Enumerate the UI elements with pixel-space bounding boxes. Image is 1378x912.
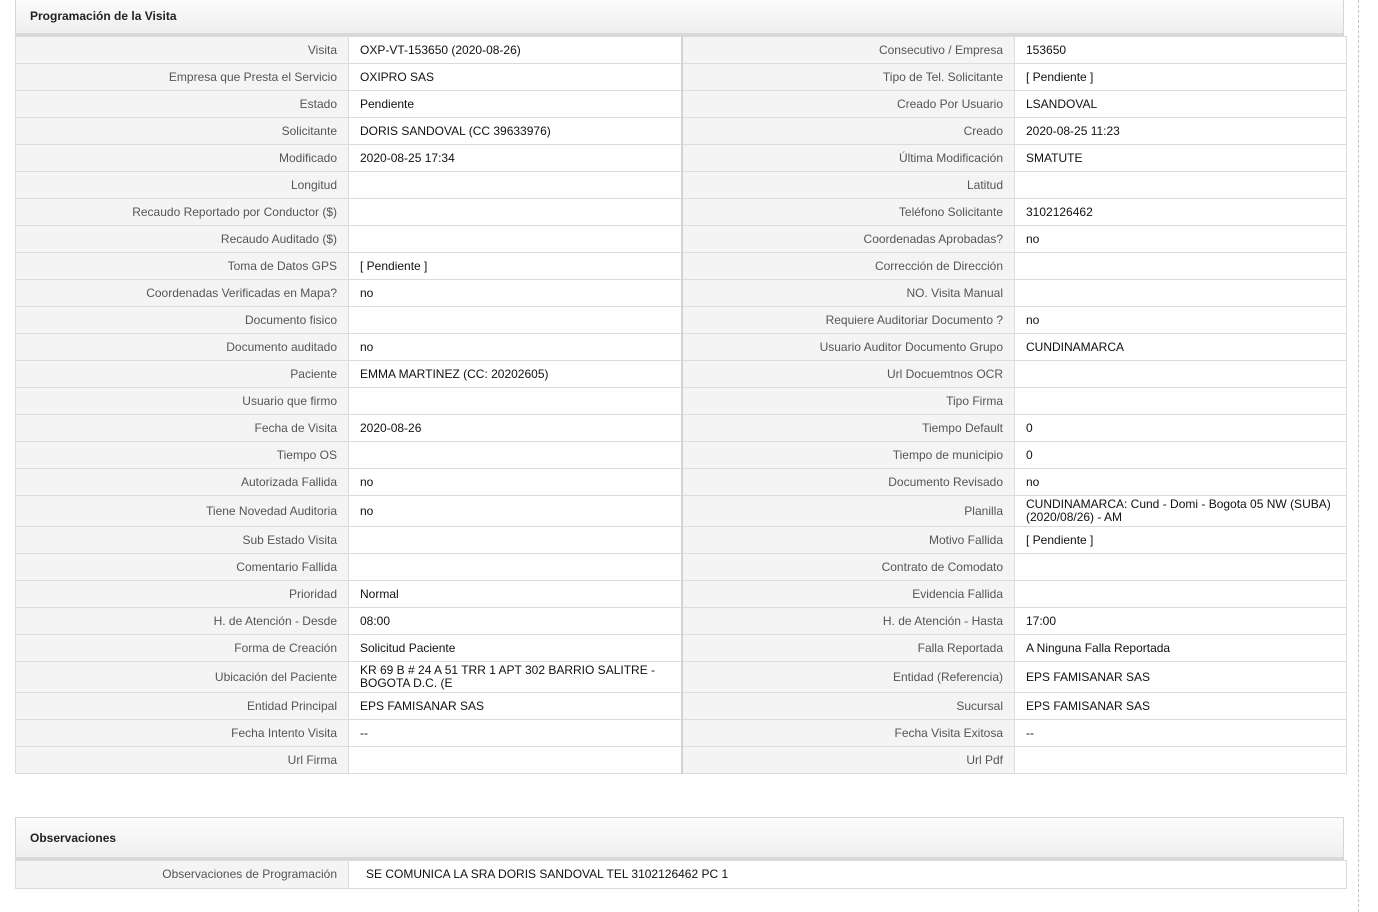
field-label: Url Firma bbox=[16, 747, 349, 774]
field-value bbox=[1015, 361, 1347, 388]
field-value bbox=[349, 199, 682, 226]
table-row bbox=[16, 554, 1347, 581]
table-row bbox=[16, 527, 1347, 554]
field-value: no bbox=[349, 496, 682, 527]
table-row bbox=[16, 861, 1347, 889]
field-value: DORIS SANDOVAL (CC 39633976) bbox=[349, 118, 682, 145]
field-value: A Ninguna Falla Reportada bbox=[1015, 635, 1347, 662]
field-label: Url Docuemtnos OCR bbox=[682, 361, 1015, 388]
field-value: 153650 bbox=[1015, 37, 1347, 64]
programacion-rows bbox=[16, 37, 1347, 774]
field-value: [ Pendiente ] bbox=[349, 253, 682, 280]
field-label: Fecha Intento Visita bbox=[16, 720, 349, 747]
field-value: 0 bbox=[1015, 442, 1347, 469]
field-label: Documento Revisado bbox=[682, 469, 1015, 496]
field-value: EMMA MARTINEZ (CC: 20202605) bbox=[349, 361, 682, 388]
observaciones-value: SE COMUNICA LA SRA DORIS SANDOVAL TEL 3102126462 PC 1 bbox=[349, 861, 1347, 889]
field-value bbox=[349, 307, 682, 334]
table-row bbox=[16, 253, 1347, 280]
table-row bbox=[16, 280, 1347, 307]
field-value bbox=[349, 172, 682, 199]
table-row bbox=[16, 334, 1347, 361]
field-value bbox=[349, 388, 682, 415]
field-label: Url Pdf bbox=[682, 747, 1015, 774]
field-label: Ubicación del Paciente bbox=[16, 662, 349, 693]
field-label: Latitud bbox=[682, 172, 1015, 199]
table-row bbox=[16, 720, 1347, 747]
table-row bbox=[16, 118, 1347, 145]
field-label: NO. Visita Manual bbox=[682, 280, 1015, 307]
table-row bbox=[16, 361, 1347, 388]
field-value: 2020-08-25 17:34 bbox=[349, 145, 682, 172]
field-label: Planilla bbox=[682, 496, 1015, 527]
field-value: OXP-VT-153650 (2020-08-26) bbox=[349, 37, 682, 64]
field-label: Sucursal bbox=[682, 693, 1015, 720]
field-value bbox=[1015, 172, 1347, 199]
field-value: [ Pendiente ] bbox=[1015, 527, 1347, 554]
field-value: Normal bbox=[349, 581, 682, 608]
field-value: no bbox=[349, 280, 682, 307]
field-label: Tipo Firma bbox=[682, 388, 1015, 415]
field-label: Paciente bbox=[16, 361, 349, 388]
field-label: Coordenadas Aprobadas? bbox=[682, 226, 1015, 253]
field-label: Documento fisico bbox=[16, 307, 349, 334]
field-value: 2020-08-25 11:23 bbox=[1015, 118, 1347, 145]
table-row bbox=[16, 635, 1347, 662]
field-label: Visita bbox=[16, 37, 349, 64]
field-label: Forma de Creación bbox=[16, 635, 349, 662]
field-label: Solicitante bbox=[16, 118, 349, 145]
table-row bbox=[16, 145, 1347, 172]
field-value: CUNDINAMARCA: Cund - Domi - Bogota 05 NW (SUBA) (2020/08/26) - AM bbox=[1015, 496, 1347, 527]
field-label: Coordenadas Verificadas en Mapa? bbox=[16, 280, 349, 307]
field-value bbox=[1015, 747, 1347, 774]
field-value bbox=[349, 442, 682, 469]
field-value bbox=[1015, 388, 1347, 415]
field-label: Toma de Datos GPS bbox=[16, 253, 349, 280]
field-value: no bbox=[1015, 469, 1347, 496]
field-label: Autorizada Fallida bbox=[16, 469, 349, 496]
field-value: EPS FAMISANAR SAS bbox=[1015, 662, 1347, 693]
field-label: Recaudo Reportado por Conductor ($) bbox=[16, 199, 349, 226]
field-label: Tiene Novedad Auditoria bbox=[16, 496, 349, 527]
table-row bbox=[16, 496, 1347, 527]
field-label: Creado Por Usuario bbox=[682, 91, 1015, 118]
table-row bbox=[16, 469, 1347, 496]
table-row bbox=[16, 226, 1347, 253]
field-label: Estado bbox=[16, 91, 349, 118]
field-label: Modificado bbox=[16, 145, 349, 172]
field-value: 0 bbox=[1015, 415, 1347, 442]
field-label: Prioridad bbox=[16, 581, 349, 608]
field-value bbox=[349, 747, 682, 774]
observaciones-table bbox=[15, 860, 1347, 889]
field-label: Teléfono Solicitante bbox=[682, 199, 1015, 226]
field-label: Entidad (Referencia) bbox=[682, 662, 1015, 693]
field-label: Sub Estado Visita bbox=[16, 527, 349, 554]
field-value: 17:00 bbox=[1015, 608, 1347, 635]
field-label: Usuario Auditor Documento Grupo bbox=[682, 334, 1015, 361]
field-label: Recaudo Auditado ($) bbox=[16, 226, 349, 253]
field-label: Consecutivo / Empresa bbox=[682, 37, 1015, 64]
programacion-title: Programación de la Visita bbox=[30, 9, 177, 23]
programacion-table bbox=[15, 36, 1347, 774]
field-label: Usuario que firmo bbox=[16, 388, 349, 415]
table-row bbox=[16, 388, 1347, 415]
table-row bbox=[16, 199, 1347, 226]
field-value: Solicitud Paciente bbox=[349, 635, 682, 662]
field-value: no bbox=[349, 469, 682, 496]
table-row bbox=[16, 415, 1347, 442]
field-label: Motivo Fallida bbox=[682, 527, 1015, 554]
observaciones-title: Observaciones bbox=[30, 830, 117, 845]
field-label: Documento auditado bbox=[16, 334, 349, 361]
field-value: EPS FAMISANAR SAS bbox=[349, 693, 682, 720]
table-row bbox=[16, 442, 1347, 469]
field-label: Fecha Visita Exitosa bbox=[682, 720, 1015, 747]
field-label: Falla Reportada bbox=[682, 635, 1015, 662]
table-row bbox=[16, 747, 1347, 774]
field-label: Tiempo de municipio bbox=[682, 442, 1015, 469]
field-label: Comentario Fallida bbox=[16, 554, 349, 581]
field-value bbox=[349, 554, 682, 581]
table-row bbox=[16, 91, 1347, 118]
field-value: 2020-08-26 bbox=[349, 415, 682, 442]
field-value: KR 69 B # 24 A 51 TRR 1 APT 302 BARRIO SALITRE - BOGOTA D.C. (E bbox=[349, 662, 682, 693]
field-value: EPS FAMISANAR SAS bbox=[1015, 693, 1347, 720]
field-label: Evidencia Fallida bbox=[682, 581, 1015, 608]
field-value bbox=[1015, 253, 1347, 280]
field-value: OXIPRO SAS bbox=[349, 64, 682, 91]
field-value: SMATUTE bbox=[1015, 145, 1347, 172]
field-value: LSANDOVAL bbox=[1015, 91, 1347, 118]
field-value bbox=[349, 527, 682, 554]
field-label: Entidad Principal bbox=[16, 693, 349, 720]
field-value: Pendiente bbox=[349, 91, 682, 118]
field-value bbox=[1015, 581, 1347, 608]
field-label: Empresa que Presta el Servicio bbox=[16, 64, 349, 91]
programacion-header bbox=[15, 0, 1344, 36]
observaciones-header bbox=[15, 817, 1344, 860]
field-label: Contrato de Comodato bbox=[682, 554, 1015, 581]
field-value: -- bbox=[349, 720, 682, 747]
table-row bbox=[16, 37, 1347, 64]
field-label: Fecha de Visita bbox=[16, 415, 349, 442]
field-value: 08:00 bbox=[349, 608, 682, 635]
page-divider bbox=[1358, 0, 1359, 912]
field-value: no bbox=[1015, 226, 1347, 253]
field-value: -- bbox=[1015, 720, 1347, 747]
field-label: H. de Atención - Hasta bbox=[682, 608, 1015, 635]
field-label: Tipo de Tel. Solicitante bbox=[682, 64, 1015, 91]
field-value bbox=[1015, 280, 1347, 307]
field-label: Tiempo Default bbox=[682, 415, 1015, 442]
field-label: Longitud bbox=[16, 172, 349, 199]
observaciones-label: Observaciones de Programación bbox=[16, 861, 349, 889]
field-label: Requiere Auditoriar Documento ? bbox=[682, 307, 1015, 334]
field-value bbox=[1015, 554, 1347, 581]
table-row bbox=[16, 172, 1347, 199]
field-value: no bbox=[1015, 307, 1347, 334]
field-label: H. de Atención - Desde bbox=[16, 608, 349, 635]
field-value: [ Pendiente ] bbox=[1015, 64, 1347, 91]
table-row bbox=[16, 307, 1347, 334]
table-row bbox=[16, 581, 1347, 608]
field-label: Creado bbox=[682, 118, 1015, 145]
field-value bbox=[349, 226, 682, 253]
table-row bbox=[16, 693, 1347, 720]
table-row bbox=[16, 662, 1347, 693]
field-label: Tiempo OS bbox=[16, 442, 349, 469]
field-label: Última Modificación bbox=[682, 145, 1015, 172]
field-value: no bbox=[349, 334, 682, 361]
field-value: CUNDINAMARCA bbox=[1015, 334, 1347, 361]
table-row bbox=[16, 608, 1347, 635]
field-label: Corrección de Dirección bbox=[682, 253, 1015, 280]
field-value: 3102126462 bbox=[1015, 199, 1347, 226]
table-row bbox=[16, 64, 1347, 91]
